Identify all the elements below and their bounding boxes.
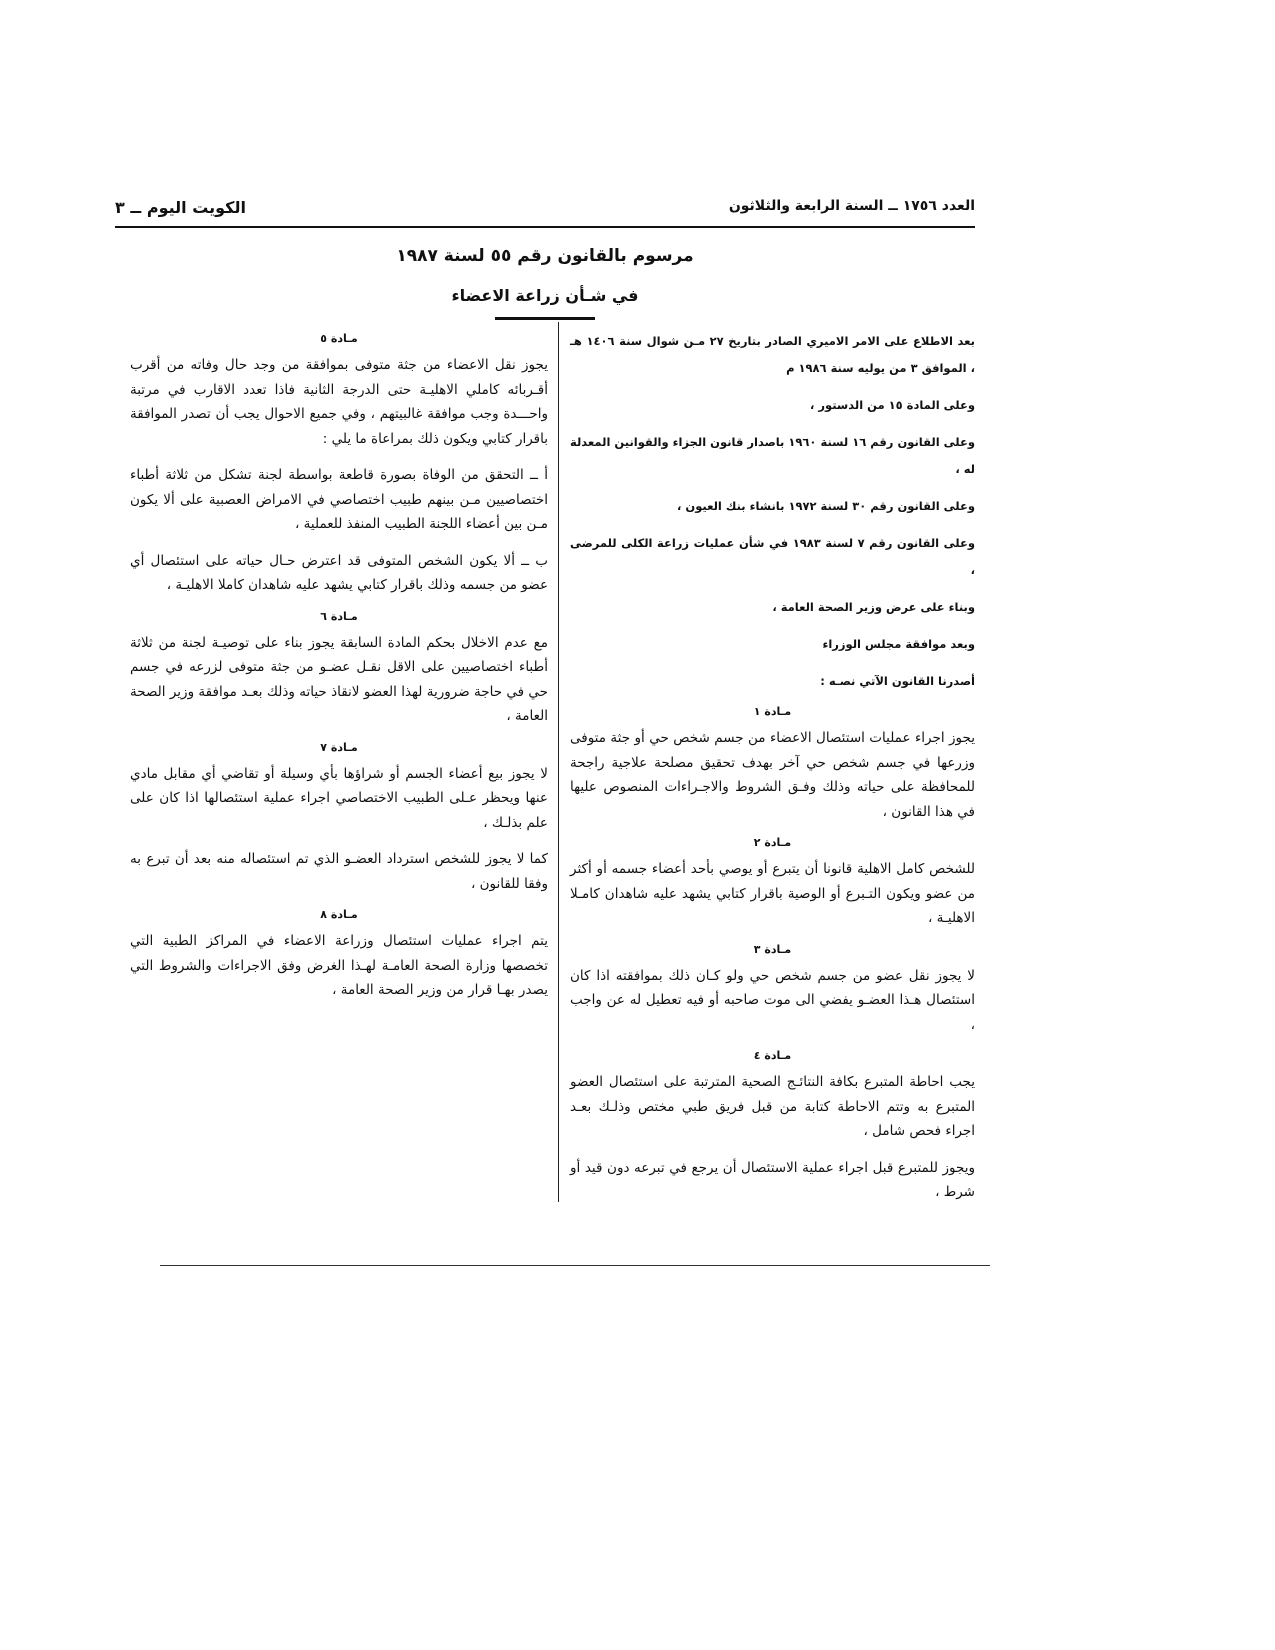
column-divider xyxy=(558,322,559,1202)
article-text: مع عدم الاخلال بحكم المادة السابقة يجوز بناء على توصيـة لجنة من ثلاثة أطباء اختصاصيين على الاقل نقـل عضـو من جثة متوفى لزرعه في جسم حي في حاجة ضرورية لهذا العضو لانقاذ حياته وذلك بعـد موافقة وزير الصحة العامة ، xyxy=(130,634,548,724)
article-heading: مـادة ٢ xyxy=(753,836,792,849)
preamble-line: وعلى القانون رقم ٧ لسنة ١٩٨٣ في شأن عمليات زراعة الكلى للمرضى ، xyxy=(570,536,975,577)
article-text: يجب احاطة المتبرع بكافة النتائـج الصحية المترتبة على استئصال العضو المتبرع به وتتم الاحاطة كتابة من قبل فريق طبي مختص وذلـك بعـد اجراء فحص شامل ، xyxy=(570,1074,975,1139)
article-text: ويجوز للمتبرع قبل اجراء عملية الاستئصال أن يرجع في تبرعه دون قيد أو شرط ، xyxy=(570,1159,975,1200)
footer-rule xyxy=(160,1265,990,1266)
article-heading: مـادة ١ xyxy=(753,705,792,718)
gazette-name: الكويت اليوم ــ ٣ xyxy=(115,198,246,217)
article-text: لا يجوز بيع أعضاء الجسم أو شراؤها بأي وسيلة أو تقاضي أي مقابل مادي عنها ويحظر عـلى الطبيب الاختصاصي اجراء عملية استئصالها اذا كان على علم بذلـك ، xyxy=(130,765,548,831)
preamble-line: وبعد موافقة مجلس الوزراء xyxy=(822,637,975,651)
running-header xyxy=(115,198,975,220)
decree-subtitle: في شـأن زراعة الاعضاء xyxy=(451,286,639,305)
preamble-line: وعلى المادة ١٥ من الدستور ، xyxy=(810,398,975,412)
article-text: يتم اجراء عمليات استئصال وزراعة الاعضاء في المراكز الطبية التي تخصصها وزارة الصحة العامـة لهـذا الغرض وفق الاجراءات والشروط التي يصدر بهـا قرار من وزير الصحة العامة ، xyxy=(130,933,548,998)
article-text: لا يجوز نقل عضو من جسم شخص حي ولو كـان ذلك بموافقته اذا كان استئصال هـذا العضـو يفضي الى موت صاحبه أو فيه تعطيل له عن واجب ، xyxy=(570,967,975,1033)
article-text: يجوز اجراء عمليات استئصال الاعضاء من جسم شخص حي أو جثة متوفى وزرعها في جسم شخص حي آخر بهدف تحقيق مصلحة علاجية راجحة للمحافظة على حياته وذلك وفـق الشروط والاجـراءات المنصوص عليها في هذا القانون ، xyxy=(570,730,975,820)
article-heading: مـادة ٥ xyxy=(320,332,358,345)
article-clause: أ ــ التحقق من الوفاة بصورة قاطعة بواسطة لجنة تشكل من ثلاثة أطباء اختصاصيين مـن بينهم طبيب اختصاصي في الامراض العصبية على ألا يكون مـن بين أعضاء اللجنة الطبيب المنفذ للعملية ، xyxy=(130,467,548,532)
article-heading: مـادة ٧ xyxy=(320,740,358,754)
article-text: يجوز نقل الاعضاء من جثة متوفى بموافقة من وجد حال وفاته من أقرب أقـربائه كاملي الاهليـة حتى الدرجة الثانية فاذا تعدد الاقارب في مرتبة واحـــدة وجب موافقة غالبيتهم ، وفي جميع الاحوال يجب أن تصدر الموافقة باقرار كتابي ويكون ذلك بمراعاة ما يلي : xyxy=(130,357,548,447)
article-heading: مـادة ٦ xyxy=(320,609,358,623)
article-heading: مـادة ٤ xyxy=(753,1049,792,1062)
left-column xyxy=(130,328,548,1015)
preamble-line: أصدرنا القانون الآتي نصـه : xyxy=(820,674,975,688)
article-text: كما لا يجوز للشخص استرداد العضـو الذي تم استئصاله منه بعد أن تبرع به وفقا للقانون ، xyxy=(130,851,548,892)
preamble-line: وعلى القانون رقم ١٦ لسنة ١٩٦٠ باصدار قانون الجزاء والقوانين المعدلة له ، xyxy=(570,435,975,476)
preamble-line: وعلى القانون رقم ٣٠ لسنة ١٩٧٢ بانشاء بنك العيون ، xyxy=(677,499,975,513)
preamble-line: بعد الاطلاع على الامر الاميري الصادر بتاريخ ٢٧ مـن شوال سنة ١٤٠٦ هـ ، الموافق ٣ من يوليه سنة ١٩٨٦ م xyxy=(570,334,975,375)
issue-line: العدد ١٧٥٦ ــ السنة الرابعة والثلاثون xyxy=(728,198,975,214)
header-rule xyxy=(115,226,975,228)
subtitle-underline xyxy=(495,317,595,320)
article-text: للشخص كامل الاهلية قانونا أن يتبرع أو يوصي بأحد أعضاء جسمه أو أكثر من عضو ويكون التـبرع أو الوصية باقرار كتابي يشهد عليه شاهدان كامـلا الاهليـة ، xyxy=(570,861,975,926)
article-heading: مـادة ٣ xyxy=(753,942,792,956)
decree-title: مرسوم بالقانون رقم ٥٥ لسنة ١٩٨٧ xyxy=(396,246,694,266)
article-heading: مـادة ٨ xyxy=(320,908,358,921)
right-column xyxy=(570,328,975,1217)
article-clause: ب ــ ألا يكون الشخص المتوفى قد اعترض حـال حياته على استئصال أي عضو من جسمه وذلك باقرار كتابي يشهد عليه شاهدان كاملا الاهليـة ، xyxy=(130,552,548,593)
preamble-line: وبناء على عرض وزير الصحة العامة ، xyxy=(772,600,975,614)
